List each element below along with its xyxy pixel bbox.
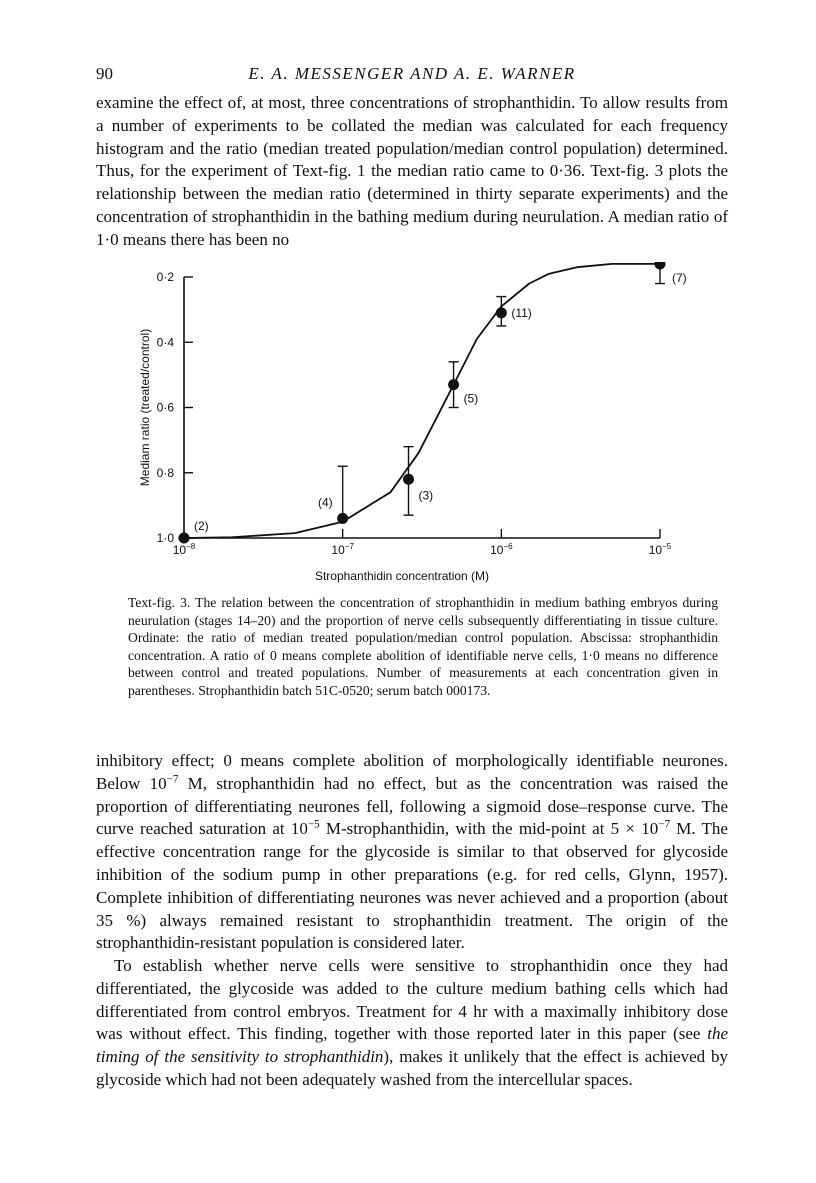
caption-label: Text-fig. 3. bbox=[128, 595, 191, 610]
x-tick-label: $10^{-5}$ bbox=[648, 542, 672, 557]
data-point bbox=[403, 474, 414, 485]
point-count-label: (2) bbox=[194, 519, 209, 533]
point-count-label: (11) bbox=[511, 305, 532, 320]
paragraph-1: examine the effect of, at most, three concentrations of strophanthidin. To allow results from a number of experiments to be collated the median was calculated for each frequency histogram and the ratio (median treated population/median control population) determined. Thus, for the experiment of Text-fig. 1 the median ratio came to 0·36. Text-fig. 3 plots the relationship between the median ratio (determined in thirty separate experiments) and the concentration of strophanthidin in the bathing medium during neurulation. A median ratio of 1·0 means there has been no bbox=[96, 93, 728, 249]
p3-text-b: ), makes it unlikely that the effect is achieved by glycoside which had not been adequately washed from the intercellular spaces. bbox=[96, 1047, 728, 1089]
p2-text-b: M, strophanthidin had no effect, but as the concentration was raised the proportion of differentiating neurones fell, following a sigmoid dose–response curve. The curve reached saturation at 10 bbox=[96, 773, 728, 839]
point-count-label: (7) bbox=[672, 270, 687, 285]
dose-response-chart bbox=[130, 262, 710, 592]
p2-text-c: M-strophanthidin, with the mid-point at 5 × 10 bbox=[319, 819, 659, 839]
figure-caption bbox=[128, 594, 718, 700]
p3-text-a: To establish whether nerve cells were sensitive to strophanthidin once they had differentiated, the glycoside was added to the culture medium bathing cells which had differentiated from control embryos. Treatment for 4 hr with a maximally inhibitory dose was without effect. This finding, together with those reported later in this paper (see bbox=[96, 956, 728, 1044]
p3-italic-ref: the timing of the sensitivity to strophanthidin bbox=[96, 1024, 728, 1067]
x-axis-label: Strophanthidin concentration (M) bbox=[314, 569, 490, 583]
y-tick-label: 0·2 bbox=[156, 270, 174, 284]
p2-exponent-3: −7 bbox=[658, 818, 670, 831]
ticks bbox=[157, 270, 672, 557]
data-point bbox=[496, 307, 507, 318]
page-number: 90 bbox=[96, 64, 113, 83]
y-tick-label: 0·4 bbox=[156, 335, 174, 350]
text-fig-3 bbox=[130, 262, 710, 592]
p2-text-a: inhibitory effect; 0 means complete abolition of morphologically identifiable neurones. Below 10 bbox=[96, 751, 728, 793]
data-point bbox=[448, 379, 459, 390]
running-head: E. A. MESSENGER AND A. E. WARNER bbox=[248, 64, 576, 83]
caption-text: The relation between the concentration of strophanthidin in medium bathing embryos during neurulation (stages 14–20) and the proportion of nerve cells subsequently differentiating in tissue culture. Ordinate: the ratio of median treated population/median control population. Abscissa: strophanthidin concentration. A ratio of 0 means complete abolition of identifiable nerve cells, 1·0 means no difference between control and treated populations. Number of measurements at each concentration given in parentheses. Strophanthidin batch 51C-0520; serum batch 000173. bbox=[128, 595, 718, 698]
x-tick-label: $10^{-7}$ bbox=[331, 542, 354, 557]
x-tick-label: $10^{-8}$ bbox=[172, 542, 196, 557]
data-point bbox=[337, 513, 348, 524]
y-tick-label: 0·6 bbox=[156, 400, 174, 415]
paragraph-2 bbox=[96, 750, 728, 955]
p2-text-d: M. The effective concentration range for the glycoside is similar to that observed for glycoside inhibition of the sodium pump in other preparations (e.g. for red cells, Glynn, 1957). Complete inhibition of differentiating neurones was never achieved and a proportion (about 35 %) always remained resistant to strophanthidin treatment. The origin of the strophanthidin-resistant population is considered later. bbox=[96, 819, 728, 953]
points-layer bbox=[179, 262, 687, 544]
point-count-label: (3) bbox=[418, 488, 434, 503]
y-tick-label: 0·8 bbox=[156, 465, 174, 480]
y-tick-label: 1·0 bbox=[156, 531, 174, 545]
point-count-label: (4) bbox=[317, 495, 333, 510]
p2-exponent-2: −5 bbox=[307, 818, 320, 831]
y-axis-label: Mediam ratio (treated/control) bbox=[138, 328, 152, 487]
data-point bbox=[179, 533, 190, 544]
data-point bbox=[655, 262, 666, 269]
page-header bbox=[96, 64, 728, 90]
point-count-label: (5) bbox=[463, 391, 479, 406]
x-tick-label: $10^{-6}$ bbox=[490, 542, 513, 557]
paragraph-3 bbox=[96, 955, 728, 1092]
p2-exponent-1: −7 bbox=[166, 773, 179, 786]
